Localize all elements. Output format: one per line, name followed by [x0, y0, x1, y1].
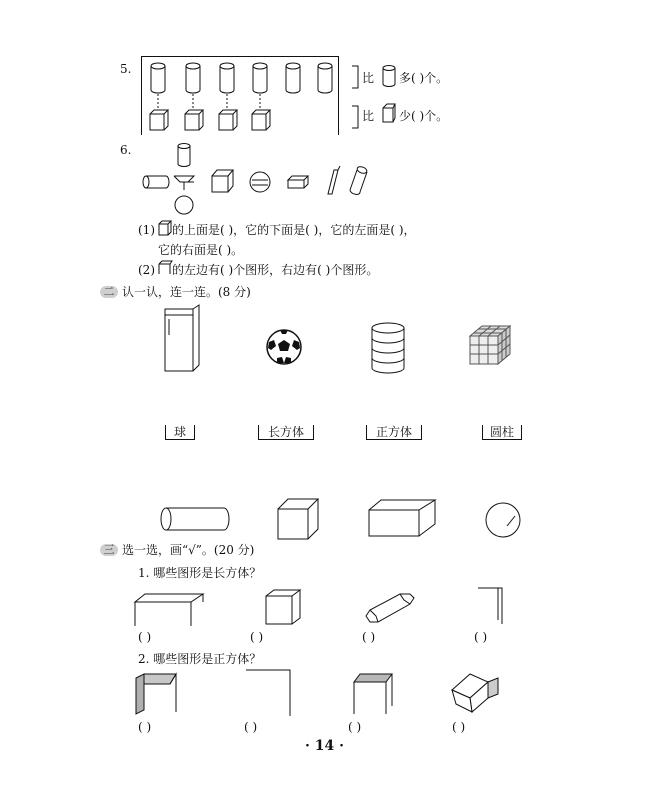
- cuboid-icon: [158, 260, 172, 276]
- label-ball: 球: [165, 425, 195, 440]
- bracket-icon: [350, 62, 362, 132]
- section-2-badge: 二: [100, 286, 118, 298]
- stacked-cylinder-icon: [368, 322, 408, 376]
- label-cuboid: 长方体: [258, 425, 314, 440]
- slanted-cylinder-icon: [350, 165, 368, 194]
- answer-paren[interactable]: ( ): [244, 720, 258, 734]
- answer-paren[interactable]: ( ): [138, 630, 152, 644]
- cylinder-icon: [220, 63, 234, 93]
- answer-paren[interactable]: ( ): [452, 720, 466, 734]
- q6-part2-prefix: (2): [138, 263, 155, 277]
- q5-shapes-figure: [141, 56, 341, 136]
- cylinder-icon: [286, 63, 300, 93]
- q5-compare-1: 比: [362, 71, 375, 85]
- l-shape-icon: [244, 668, 294, 718]
- cylinder-icon: [178, 144, 190, 167]
- answer-paren[interactable]: ( ): [362, 630, 376, 644]
- section-3-q1: 1. 哪些图形是长方体？: [138, 566, 262, 580]
- cube-icon: [219, 110, 237, 130]
- cylinder-icon: [253, 63, 267, 93]
- section-3-q2: 2. 哪些图形是正方体？: [138, 652, 262, 666]
- section-3-title: 选一选，画“√”。(20 分): [122, 543, 255, 557]
- cylinder-icon: [381, 64, 397, 88]
- page-number: · 14 ·: [305, 738, 344, 754]
- cube-icon: [212, 170, 233, 192]
- sphere-icon: [250, 172, 270, 192]
- answer-paren[interactable]: ( ): [348, 720, 362, 734]
- cuboid-icon: [174, 176, 194, 190]
- cube-icon: [381, 102, 397, 126]
- l-shape-icon: [476, 584, 506, 626]
- section-2-title: 认一认，连一连。(8 分): [122, 285, 251, 299]
- rubiks-cube-icon: [466, 324, 512, 370]
- cube-icon: [150, 110, 168, 130]
- cuboid-icon: [367, 500, 439, 538]
- q5-more-text: 多( )个。: [399, 71, 449, 85]
- q6-number: 6.: [120, 143, 132, 157]
- q6-part2-text: 的左边有( )个图形，右边有( )个图形。: [172, 263, 379, 277]
- answer-paren[interactable]: ( ): [474, 630, 488, 644]
- q6-part1-prefix: (1): [138, 223, 155, 237]
- slanted-prism-icon: [328, 166, 340, 194]
- refrigerator-icon: [163, 305, 203, 375]
- rotated-cube-icon: [448, 668, 504, 714]
- sphere-icon: [175, 196, 193, 214]
- cylinder-icon: [318, 63, 332, 93]
- q5-less-text: 少( )个。: [399, 109, 449, 123]
- answer-paren[interactable]: ( ): [250, 630, 264, 644]
- cylinder-icon: [158, 505, 232, 533]
- soccer-ball-icon: [265, 328, 303, 366]
- cylinder-icon: [186, 63, 200, 93]
- cube-icon: [158, 220, 172, 236]
- q5-compare-2: 比: [362, 109, 375, 123]
- cuboid-icon: [288, 176, 308, 188]
- horizontal-cylinder-icon: [143, 176, 169, 188]
- q6-part1-text: 的上面是( )，它的下面是( )，它的左面是( )，: [172, 223, 416, 237]
- q5-number: 5.: [120, 62, 132, 76]
- label-cube: 正方体: [366, 425, 422, 440]
- cube-icon: [276, 497, 322, 541]
- q6-shapes-figure: [140, 140, 380, 218]
- answer-paren[interactable]: ( ): [138, 720, 152, 734]
- hexagonal-prism-icon: [362, 590, 418, 628]
- cube-icon: [252, 110, 270, 130]
- label-cylinder: 圆柱: [482, 425, 522, 440]
- cube-icon: [185, 110, 203, 130]
- section-3-badge: 三: [100, 544, 118, 556]
- cube-shaded-icon: [134, 672, 180, 716]
- cube-icon: [264, 588, 304, 626]
- sphere-icon: [483, 500, 523, 540]
- open-box-icon: [133, 592, 205, 628]
- cube-shaded-icon: [352, 672, 398, 716]
- cylinder-icon: [151, 63, 165, 93]
- q6-part1-text-cont: 它的右面是( )。: [158, 243, 244, 257]
